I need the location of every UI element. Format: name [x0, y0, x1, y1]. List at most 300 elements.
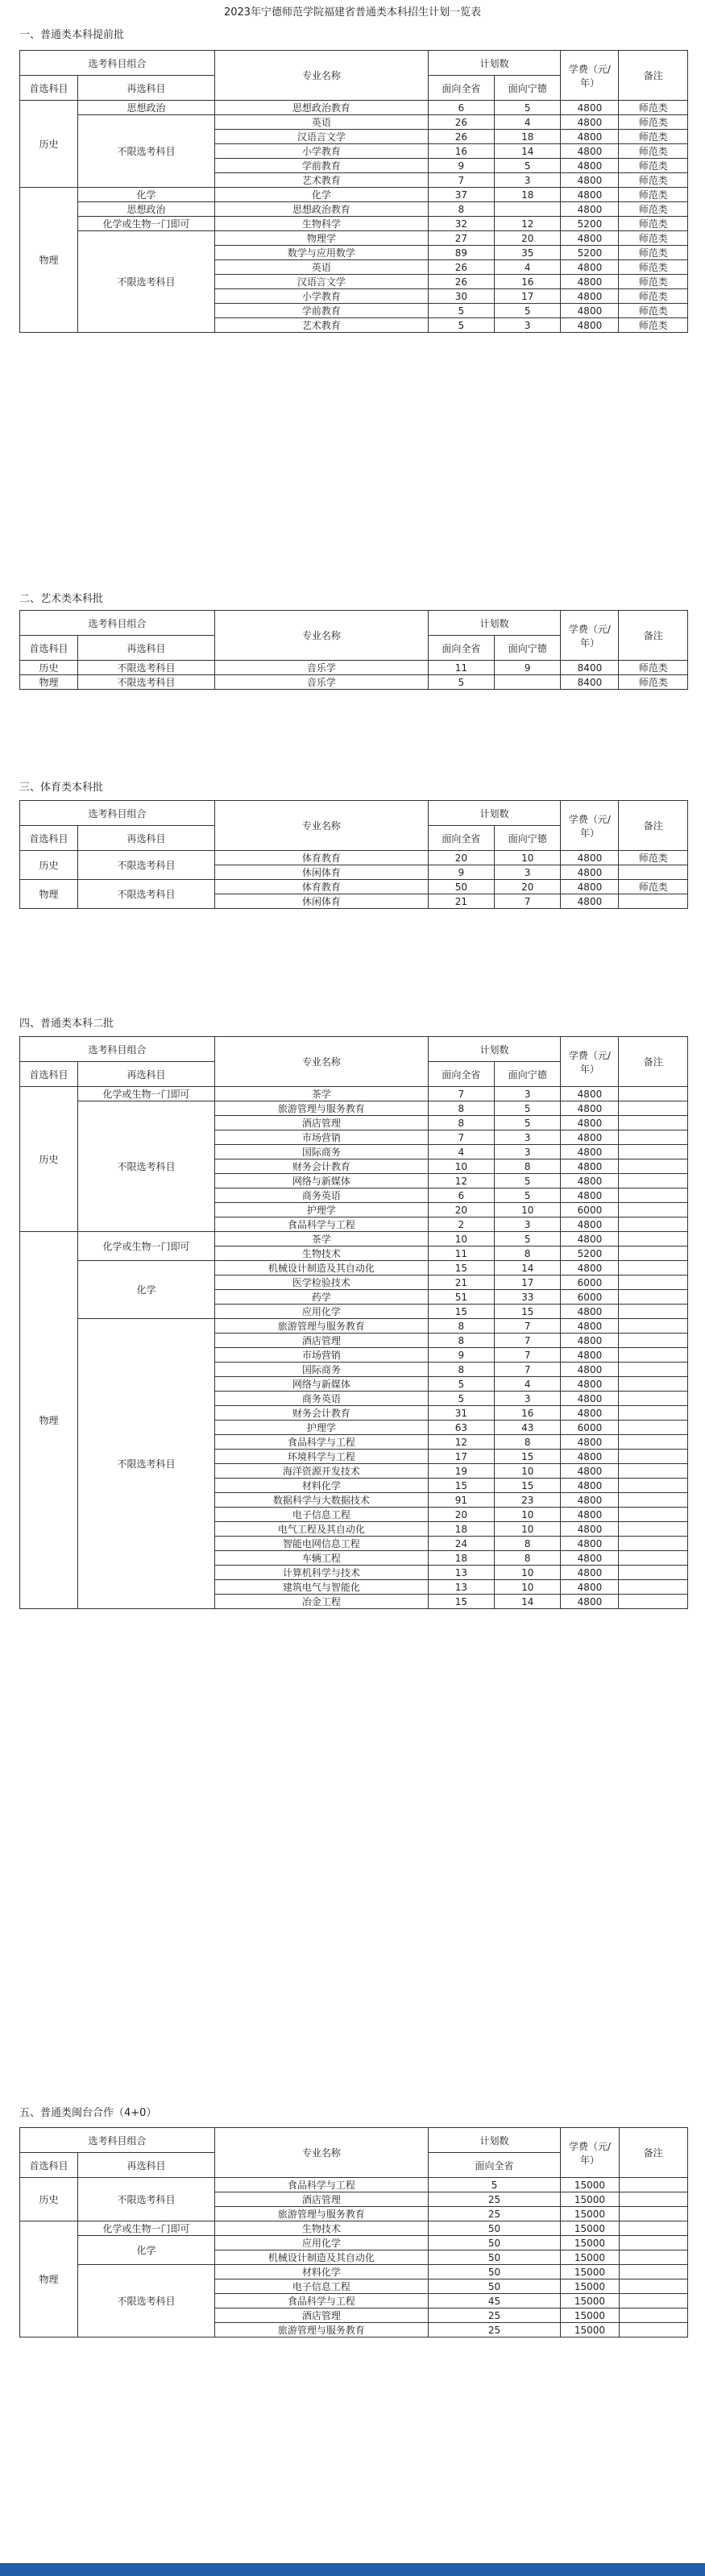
plan-province: 8 [428, 1116, 494, 1130]
header-first: 首选科目 [20, 826, 78, 851]
tuition: 4800 [561, 130, 619, 144]
remark: 师范类 [619, 130, 688, 144]
major-name: 旅游管理与服务教育 [215, 1319, 429, 1334]
plan-province: 26 [428, 115, 494, 130]
remark [619, 1261, 688, 1276]
tuition: 4800 [561, 1522, 619, 1537]
plan-province: 45 [428, 2294, 561, 2308]
table-row [20, 101, 688, 115]
remark [619, 1334, 688, 1348]
plan-province: 10 [428, 1232, 494, 1247]
remark [619, 2236, 688, 2250]
tuition: 4800 [561, 880, 619, 894]
tuition: 15000 [561, 2308, 619, 2323]
plan-ningde: 20 [495, 880, 561, 894]
tuition: 15000 [561, 2192, 619, 2207]
plan-ningde: 10 [495, 851, 561, 865]
tuition: 6000 [561, 1276, 619, 1290]
header-province: 面向全省 [428, 2153, 561, 2178]
tuition: 4800 [561, 1479, 619, 1493]
table-row [20, 2221, 688, 2236]
remark [619, 2221, 688, 2236]
remark [619, 1392, 688, 1406]
plan-province: 27 [428, 231, 494, 246]
plan-province: 37 [428, 188, 494, 202]
plan-province: 25 [428, 2308, 561, 2323]
major-name: 体育教育 [215, 880, 429, 894]
plan-ningde: 35 [495, 246, 561, 260]
second-subject: 不限选考科目 [78, 661, 215, 675]
remark [619, 1522, 688, 1537]
plan-province: 6 [428, 101, 494, 115]
plan-province: 25 [428, 2323, 561, 2337]
first-subject: 物理 [20, 188, 78, 333]
tuition: 15000 [561, 2265, 619, 2279]
plan-ningde: 7 [495, 1363, 561, 1377]
major-name: 旅游管理与服务教育 [215, 2207, 429, 2221]
header-row [20, 1037, 688, 1062]
plan-province: 8 [428, 202, 494, 217]
major-name: 护理学 [215, 1421, 429, 1435]
first-subject: 历史 [20, 101, 78, 188]
second-subject: 不限选考科目 [78, 675, 215, 690]
plan-ningde: 14 [495, 1261, 561, 1276]
plan-province: 8 [428, 1363, 494, 1377]
tuition: 4800 [561, 894, 619, 909]
plan-ningde: 5 [495, 304, 561, 318]
major-name: 车辆工程 [215, 1551, 429, 1566]
remark: 师范类 [619, 115, 688, 130]
plan-ningde: 12 [495, 217, 561, 231]
second-subject: 思想政治 [78, 101, 215, 115]
tuition: 4800 [561, 144, 619, 159]
plan-province: 8 [428, 1319, 494, 1334]
plan-province: 11 [428, 661, 494, 675]
remark [619, 1435, 688, 1450]
tuition: 4800 [561, 1508, 619, 1522]
remark [619, 1464, 688, 1479]
header-major: 专业名称 [215, 51, 429, 101]
major-name: 食品科学与工程 [215, 2294, 429, 2308]
remark [619, 1406, 688, 1421]
major-name: 思想政治教育 [215, 101, 429, 115]
major-name: 食品科学与工程 [215, 2178, 429, 2192]
plan-province: 20 [428, 1203, 494, 1217]
remark: 师范类 [619, 661, 688, 675]
plan-province: 5 [428, 1392, 494, 1406]
remark [619, 2192, 688, 2207]
major-name: 机械设计制造及其自动化 [215, 1261, 429, 1276]
second-subject: 不限选考科目 [78, 2178, 215, 2221]
tuition: 4800 [561, 1580, 619, 1595]
plan-province: 50 [428, 880, 494, 894]
major-name: 生物科学 [215, 217, 429, 231]
plan-province: 9 [428, 1348, 494, 1363]
remark [619, 1116, 688, 1130]
bottom-bar [0, 2563, 705, 2576]
plan-ningde: 7 [495, 1334, 561, 1348]
plan-province: 2 [428, 1217, 494, 1232]
tuition: 15000 [561, 2279, 619, 2294]
plan-province: 16 [428, 144, 494, 159]
header-ningde: 面向宁德 [495, 636, 561, 661]
major-name: 英语 [215, 115, 429, 130]
tuition: 4800 [561, 289, 619, 304]
tuition: 4800 [561, 202, 619, 217]
remark [619, 1130, 688, 1145]
table-row [20, 1087, 688, 1101]
header-major: 专业名称 [215, 2128, 429, 2178]
tuition: 15000 [561, 2207, 619, 2221]
major-name: 建筑电气与智能化 [215, 1580, 429, 1595]
remark [619, 2178, 688, 2192]
tuition: 4800 [561, 1130, 619, 1145]
plan-province: 18 [428, 1551, 494, 1566]
remark: 师范类 [619, 851, 688, 865]
plan-ningde: 8 [495, 1537, 561, 1551]
plan-province: 50 [428, 2279, 561, 2294]
major-name: 旅游管理与服务教育 [215, 2323, 429, 2337]
first-subject: 历史 [20, 851, 78, 880]
plan-table [19, 610, 688, 690]
plan-ningde: 10 [495, 1508, 561, 1522]
table-row [20, 851, 688, 865]
major-name: 海洋资源开发技术 [215, 1464, 429, 1479]
header-first: 首选科目 [20, 1062, 78, 1087]
header-plan: 计划数 [428, 611, 561, 636]
first-subject: 历史 [20, 2178, 78, 2221]
table-row [20, 2236, 688, 2250]
header-plan: 计划数 [428, 51, 561, 76]
table-row [20, 1232, 688, 1247]
header-second: 再选科目 [78, 1062, 215, 1087]
plan-table [19, 1036, 688, 1609]
remark [619, 865, 688, 880]
remark [619, 2207, 688, 2221]
plan-province: 50 [428, 2236, 561, 2250]
table-row [20, 188, 688, 202]
tuition: 4800 [561, 1217, 619, 1232]
tuition: 4800 [561, 1232, 619, 1247]
plan-province: 10 [428, 1159, 494, 1174]
header-province: 面向全省 [428, 1062, 494, 1087]
section-title: 五、普通类闽台合作（4+0） [19, 2107, 157, 2119]
major-name: 商务英语 [215, 1392, 429, 1406]
plan-province: 21 [428, 894, 494, 909]
tuition: 4800 [561, 1305, 619, 1319]
header-province: 面向全省 [428, 826, 494, 851]
tuition: 4800 [561, 1116, 619, 1130]
plan-province: 51 [428, 1290, 494, 1305]
plan-ningde: 5 [495, 1232, 561, 1247]
major-name: 材料化学 [215, 2265, 429, 2279]
section-title: 二、艺术类本科批 [19, 593, 104, 605]
plan-province: 15 [428, 1261, 494, 1276]
table-row [20, 1101, 688, 1116]
plan-ningde: 3 [495, 1130, 561, 1145]
header-major: 专业名称 [215, 1037, 429, 1087]
header-row [20, 801, 688, 826]
major-name: 小学教育 [215, 289, 429, 304]
remark: 师范类 [619, 202, 688, 217]
table-row [20, 2265, 688, 2279]
remark [619, 2279, 688, 2294]
major-name: 国际商务 [215, 1363, 429, 1377]
tuition: 4800 [561, 1174, 619, 1188]
tuition: 4800 [561, 260, 619, 275]
plan-ningde: 5 [495, 1101, 561, 1116]
tuition: 4800 [561, 1348, 619, 1363]
plan-province: 19 [428, 1464, 494, 1479]
plan-ningde: 3 [495, 865, 561, 880]
plan-ningde: 7 [495, 1348, 561, 1363]
plan-province: 8 [428, 1334, 494, 1348]
plan-province: 26 [428, 260, 494, 275]
remark [619, 1087, 688, 1101]
section-title: 一、普通类本科提前批 [19, 29, 125, 41]
header-first: 首选科目 [20, 76, 78, 101]
plan-province: 12 [428, 1174, 494, 1188]
tuition: 4800 [561, 1551, 619, 1566]
header-plan: 计划数 [428, 1037, 561, 1062]
tuition: 4800 [561, 231, 619, 246]
tuition: 4800 [561, 1464, 619, 1479]
remark [619, 1421, 688, 1435]
major-name: 网络与新媒体 [215, 1174, 429, 1188]
plan-ningde: 9 [495, 661, 561, 675]
tuition: 4800 [561, 1377, 619, 1392]
plan-ningde [495, 675, 561, 690]
second-subject: 化学或生物一门即可 [78, 1232, 215, 1261]
major-name: 音乐学 [215, 675, 429, 690]
header-fee: 学费（元/年） [561, 51, 619, 101]
second-subject: 化学 [78, 2236, 215, 2265]
header-second: 再选科目 [78, 2153, 215, 2178]
tuition: 4800 [561, 1537, 619, 1551]
header-remark: 备注 [619, 1037, 688, 1087]
first-subject: 物理 [20, 880, 78, 909]
plan-province: 5 [428, 2178, 561, 2192]
first-subject: 历史 [20, 1087, 78, 1232]
tuition: 4800 [561, 304, 619, 318]
tuition: 4800 [561, 1595, 619, 1609]
plan-province: 89 [428, 246, 494, 260]
table-row [20, 1319, 688, 1334]
plan-province: 7 [428, 1087, 494, 1101]
tuition: 6000 [561, 1290, 619, 1305]
header-province: 面向全省 [428, 636, 494, 661]
major-name: 英语 [215, 260, 429, 275]
major-name: 茶学 [215, 1232, 429, 1247]
tuition: 4800 [561, 115, 619, 130]
plan-ningde: 14 [495, 1595, 561, 1609]
major-name: 药学 [215, 1290, 429, 1305]
major-name: 生物技术 [215, 1247, 429, 1261]
plan-province: 30 [428, 289, 494, 304]
major-name: 旅游管理与服务教育 [215, 1101, 429, 1116]
tuition: 4800 [561, 275, 619, 289]
plan-province: 5 [428, 304, 494, 318]
plan-province: 17 [428, 1450, 494, 1464]
remark: 师范类 [619, 231, 688, 246]
tuition: 4800 [561, 173, 619, 188]
first-subject: 历史 [20, 661, 78, 675]
plan-ningde: 18 [495, 130, 561, 144]
plan-province: 50 [428, 2250, 561, 2265]
tuition: 4800 [561, 159, 619, 173]
tuition: 15000 [561, 2294, 619, 2308]
first-subject: 物理 [20, 2221, 78, 2337]
header-group: 选考科目组合 [20, 611, 215, 636]
remark [619, 1566, 688, 1580]
tuition: 4800 [561, 1145, 619, 1159]
plan-ningde: 4 [495, 115, 561, 130]
remark: 师范类 [619, 101, 688, 115]
plan-province: 50 [428, 2265, 561, 2279]
tuition: 4800 [561, 318, 619, 333]
remark: 师范类 [619, 217, 688, 231]
second-subject: 不限选考科目 [78, 115, 215, 188]
header-province: 面向全省 [428, 76, 494, 101]
plan-ningde: 5 [495, 1116, 561, 1130]
remark [619, 1145, 688, 1159]
table-row [20, 661, 688, 675]
major-name: 生物技术 [215, 2221, 429, 2236]
plan-table [19, 800, 688, 909]
plan-province: 4 [428, 1145, 494, 1159]
header-row [20, 51, 688, 76]
first-subject: 物理 [20, 675, 78, 690]
remark [619, 1174, 688, 1188]
major-name: 市场营销 [215, 1348, 429, 1363]
major-name: 商务英语 [215, 1188, 429, 1203]
plan-province: 63 [428, 1421, 494, 1435]
tuition: 15000 [561, 2178, 619, 2192]
second-subject: 化学 [78, 188, 215, 202]
major-name: 国际商务 [215, 1145, 429, 1159]
plan-ningde: 10 [495, 1580, 561, 1595]
plan-ningde: 4 [495, 260, 561, 275]
plan-ningde: 15 [495, 1305, 561, 1319]
major-name: 休闲体育 [215, 865, 429, 880]
tuition: 4800 [561, 1406, 619, 1421]
table-row [20, 880, 688, 894]
remark [619, 1551, 688, 1566]
remark: 师范类 [619, 675, 688, 690]
major-name: 电子信息工程 [215, 2279, 429, 2294]
plan-ningde: 33 [495, 1290, 561, 1305]
remark [619, 1537, 688, 1551]
major-name: 医学检验技术 [215, 1276, 429, 1290]
plan-ningde: 7 [495, 1319, 561, 1334]
tuition: 15000 [561, 2323, 619, 2337]
plan-province: 9 [428, 159, 494, 173]
tuition: 8400 [561, 675, 619, 690]
remark [619, 1203, 688, 1217]
plan-ningde: 10 [495, 1566, 561, 1580]
header-ningde: 面向宁德 [495, 1062, 561, 1087]
second-subject: 不限选考科目 [78, 851, 215, 880]
remark: 师范类 [619, 159, 688, 173]
remark: 师范类 [619, 304, 688, 318]
second-subject: 不限选考科目 [78, 231, 215, 333]
remark [619, 1493, 688, 1508]
second-subject: 思想政治 [78, 202, 215, 217]
second-subject: 不限选考科目 [78, 880, 215, 909]
tuition: 4800 [561, 1363, 619, 1377]
major-name: 思想政治教育 [215, 202, 429, 217]
plan-province: 26 [428, 130, 494, 144]
major-name: 护理学 [215, 1203, 429, 1217]
remark [619, 1101, 688, 1116]
plan-ningde: 4 [495, 1377, 561, 1392]
plan-ningde: 16 [495, 275, 561, 289]
plan-ningde: 8 [495, 1551, 561, 1566]
tuition: 4800 [561, 851, 619, 865]
remark [619, 1188, 688, 1203]
plan-province: 25 [428, 2207, 561, 2221]
header-plan: 计划数 [428, 801, 561, 826]
table-row [20, 231, 688, 246]
major-name: 艺术教育 [215, 318, 429, 333]
header-fee: 学费（元/年） [561, 611, 619, 661]
header-first: 首选科目 [20, 636, 78, 661]
plan-ningde: 8 [495, 1159, 561, 1174]
plan-province: 24 [428, 1537, 494, 1551]
plan-ningde: 3 [495, 1087, 561, 1101]
plan-ningde: 3 [495, 173, 561, 188]
table-row [20, 202, 688, 217]
plan-ningde: 10 [495, 1464, 561, 1479]
table-row [20, 217, 688, 231]
remark [619, 1319, 688, 1334]
tuition: 8400 [561, 661, 619, 675]
major-name: 材料化学 [215, 1479, 429, 1493]
tuition: 4800 [561, 1450, 619, 1464]
header-ningde: 面向宁德 [495, 826, 561, 851]
header-remark: 备注 [619, 2128, 688, 2178]
remark: 师范类 [619, 289, 688, 304]
plan-province: 15 [428, 1595, 494, 1609]
major-name: 休闲体育 [215, 894, 429, 909]
plan-province: 13 [428, 1580, 494, 1595]
plan-province: 12 [428, 1435, 494, 1450]
header-second: 再选科目 [78, 76, 215, 101]
major-name: 小学教育 [215, 144, 429, 159]
major-name: 音乐学 [215, 661, 429, 675]
remark: 师范类 [619, 318, 688, 333]
header-first: 首选科目 [20, 2153, 78, 2178]
plan-ningde: 3 [495, 1145, 561, 1159]
remark [619, 1247, 688, 1261]
major-name: 食品科学与工程 [215, 1435, 429, 1450]
remark: 师范类 [619, 260, 688, 275]
plan-province: 32 [428, 217, 494, 231]
plan-province: 9 [428, 865, 494, 880]
remark [619, 1305, 688, 1319]
header-remark: 备注 [619, 801, 688, 851]
header-plan: 计划数 [428, 2128, 561, 2153]
remark [619, 2323, 688, 2337]
major-name: 化学 [215, 188, 429, 202]
remark [619, 1595, 688, 1609]
header-group: 选考科目组合 [20, 1037, 215, 1062]
plan-ningde: 10 [495, 1522, 561, 1537]
second-subject: 化学或生物一门即可 [78, 2221, 215, 2236]
plan-ningde: 15 [495, 1479, 561, 1493]
header-second: 再选科目 [78, 826, 215, 851]
major-name: 环境科学与工程 [215, 1450, 429, 1464]
